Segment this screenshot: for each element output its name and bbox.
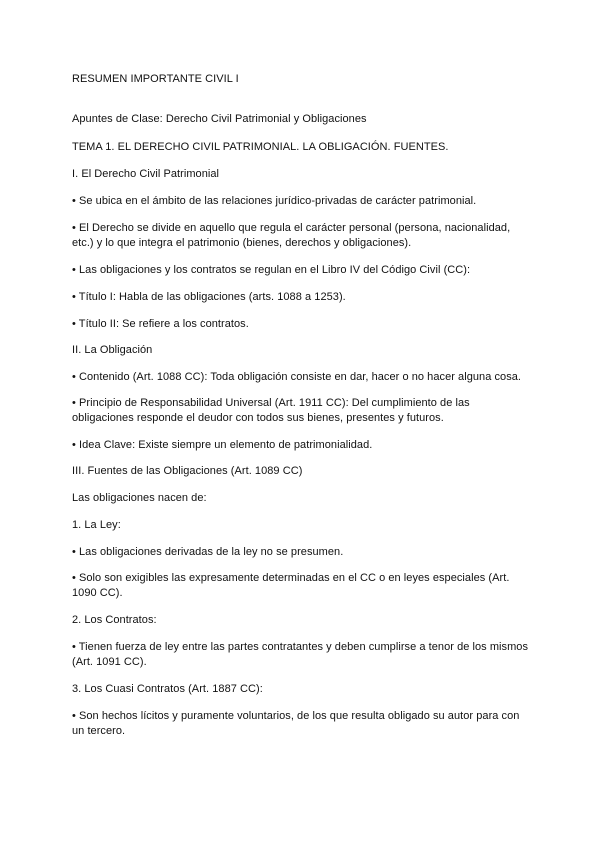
paragraph: • Las obligaciones derivadas de la ley no se presumen. <box>72 546 344 558</box>
topic-heading: TEMA 1. EL DERECHO CIVIL PATRIMONIAL. LA OBLIGACIÓN. FUENTES. <box>72 141 449 153</box>
paragraph: • El Derecho se divide en aquello que regula el carácter personal (persona, nacionalidad, etc.) y lo que integra el patrimonio (bienes, derechos y obligaciones). <box>72 222 511 249</box>
section-heading: III. Fuentes de las Obligaciones (Art. 1089 CC) <box>72 465 303 477</box>
paragraph: • Idea Clave: Existe siempre un elemento de patrimonialidad. <box>72 439 373 451</box>
section-heading: I. El Derecho Civil Patrimonial <box>72 168 220 180</box>
subheading: 3. Los Cuasi Contratos (Art. 1887 CC): <box>72 683 263 695</box>
section-heading: II. La Obligación <box>72 344 153 356</box>
paragraph: • Se ubica en el ámbito de las relaciones jurídico-privadas de carácter patrimonial. <box>72 195 477 207</box>
paragraph: • Contenido (Art. 1088 CC): Toda obligación consiste en dar, hacer o no hacer alguna cosa. <box>72 371 522 383</box>
paragraph: • Título II: Se refiere a los contratos. <box>72 318 249 330</box>
paragraph: • Solo son exigibles las expresamente determinadas en el CC o en leyes especiales (Art. 1090 CC). <box>72 572 510 599</box>
paragraph: • Las obligaciones y los contratos se regulan en el Libro IV del Código Civil (CC): <box>72 264 471 276</box>
document-title: RESUMEN IMPORTANTE CIVIL I <box>72 73 239 85</box>
paragraph: • Principio de Responsabilidad Universal (Art. 1911 CC): Del cumplimiento de las obligaciones responde el deudor con todos sus bienes, presentes y futuros. <box>72 397 470 424</box>
subheading: 1. La Ley: <box>72 519 121 531</box>
paragraph: • Título I: Habla de las obligaciones (arts. 1088 a 1253). <box>72 291 346 303</box>
paragraph: • Son hechos lícitos y puramente voluntarios, de los que resulta obligado su autor para con un tercero. <box>72 710 520 737</box>
paragraph: • Tienen fuerza de ley entre las partes contratantes y deben cumplirse a tenor de los mismos (Art. 1091 CC). <box>72 641 529 668</box>
subheading: 2. Los Contratos: <box>72 614 157 626</box>
paragraph: Las obligaciones nacen de: <box>72 492 207 504</box>
document-subtitle: Apuntes de Clase: Derecho Civil Patrimonial y Obligaciones <box>72 113 367 125</box>
